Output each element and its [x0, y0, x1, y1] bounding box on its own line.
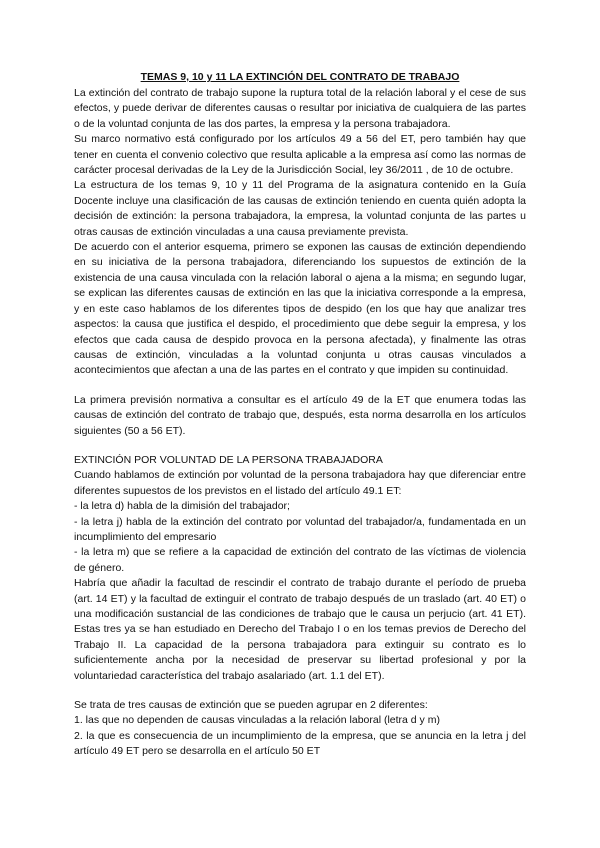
- paragraph-article-49: La primera previsión normativa a consultar es el artículo 49 de la ET que enumera todas las causas de extinción del contrato de trabajo que, después, esta norma desarrolla en los artículos siguientes (50 a 56 ET).: [74, 393, 526, 437]
- spacer: [74, 439, 526, 453]
- list-item: - la letra j) habla de la extinción del contrato por voluntad del trabajador/a, fundamentada en un incumplimiento del empresario: [74, 515, 526, 543]
- list-item: - la letra d) habla de la dimisión del trabajador;: [74, 500, 290, 513]
- section-heading: EXTINCIÓN POR VOLUNTAD DE LA PERSONA TRABAJADORA: [74, 453, 383, 466]
- document-title: TEMAS 9, 10 y 11 LA EXTINCIÓN DEL CONTRATO DE TRABAJO: [140, 71, 460, 83]
- closing-intro: Se trata de tres causas de extinción que se pueden agrupar en 2 diferentes:: [74, 699, 428, 712]
- paragraph-scheme: De acuerdo con el anterior esquema, primero se exponen las causas de extinción dependiendo en su iniciativa de la persona trabajadora, diferenciando los supuestos de extinción de la existencia de una causa vinculada con la relación laboral o ajena a la misma; en segundo lugar, se explican las diferentes causas de extinción en las que la iniciativa corresponde a la empresa, y en este caso hablamos de los diferentes tipos de despido (en los que hay que analizar tres aspectos: la causa que justifica el despido, el procedimiento que debe seguir la empresa, y los efectos que cada causa de despido provoca en la persona afectada), y finalmente las otras causas de extinción, vinculadas a la voluntad conjunta u otras causas vinculados a acontecimientos que afectan a una de las partes en el contrato y que impiden su continuidad.: [74, 241, 526, 377]
- section-paragraph: Habría que añadir la facultad de rescindir el contrato de trabajo durante el período de prueba (art. 14 ET) y la facultad de extinguir el contrato de trabajo después de un traslado (art. 40 ET) o una modificación sustancial de las condiciones de trabajo que le causa un perjucio (art. 41 ET). Estas tres ya se han estudiado en Derecho del Trabajo I o en los temas previos de Derecho del Trabajo II. La capacidad de la persona trabajadora para extinguir su contrato es lo suficientemente ancha por la necesidad de preservar su libertad profesional y por la voluntariedad característica del trabajo asalariado (art. 1.1 del ET).: [74, 577, 526, 682]
- paragraph-structure: La estructura de los temas 9, 10 y 11 del Programa de la asignatura contenido en la Guía Docente incluye una clasificación de las causas de extinción teniendo en cuenta quién adopta la decisión de extinción: la persona trabajadora, la empresa, la voluntad conjunta de las partes u otras causas de extinción vinculadas a una causa previamente prevista.: [74, 179, 526, 238]
- paragraph-normative-framework: Su marco normativo está configurado por los artículos 49 a 56 del ET, pero también hay que tener en cuenta el convenio colectivo que resulta aplicable a la empresa así como las normas de carácter procesal derivadas de la Ley de la Jurisdicción Social, ley 36/2011 , de 10 de octubre.: [74, 133, 526, 177]
- list-item: - la letra m) que se refiere a la capacidad de extinción del contrato de las víctimas de violencia de género.: [74, 546, 526, 574]
- list-item: 2. la que es consecuencia de un incumplimiento de la empresa, que se anuncia en la letra j del artículo 49 ET pero se desarrolla en el artículo 50 ET: [74, 729, 526, 758]
- list-item: 1. las que no dependen de causas vinculadas a la relación laboral (letra d y m): [74, 714, 440, 727]
- section-intro: Cuando hablamos de extinción por voluntad de la persona trabajadora hay que diferenciar entre diferentes supuestos de los previstos en el listado del artículo 49.1 ET:: [74, 469, 526, 497]
- paragraph-intro: La extinción del contrato de trabajo supone la ruptura total de la relación laboral y el cese de sus efectos, y puede derivar de diferentes causas o resultar por iniciativa de cualquiera de las partes o de la voluntad conjunta de las dos partes, la empresa y la persona trabajadora.: [74, 87, 526, 130]
- spacer: [74, 684, 526, 698]
- document-page: [74, 70, 526, 760]
- spacer: [74, 379, 526, 393]
